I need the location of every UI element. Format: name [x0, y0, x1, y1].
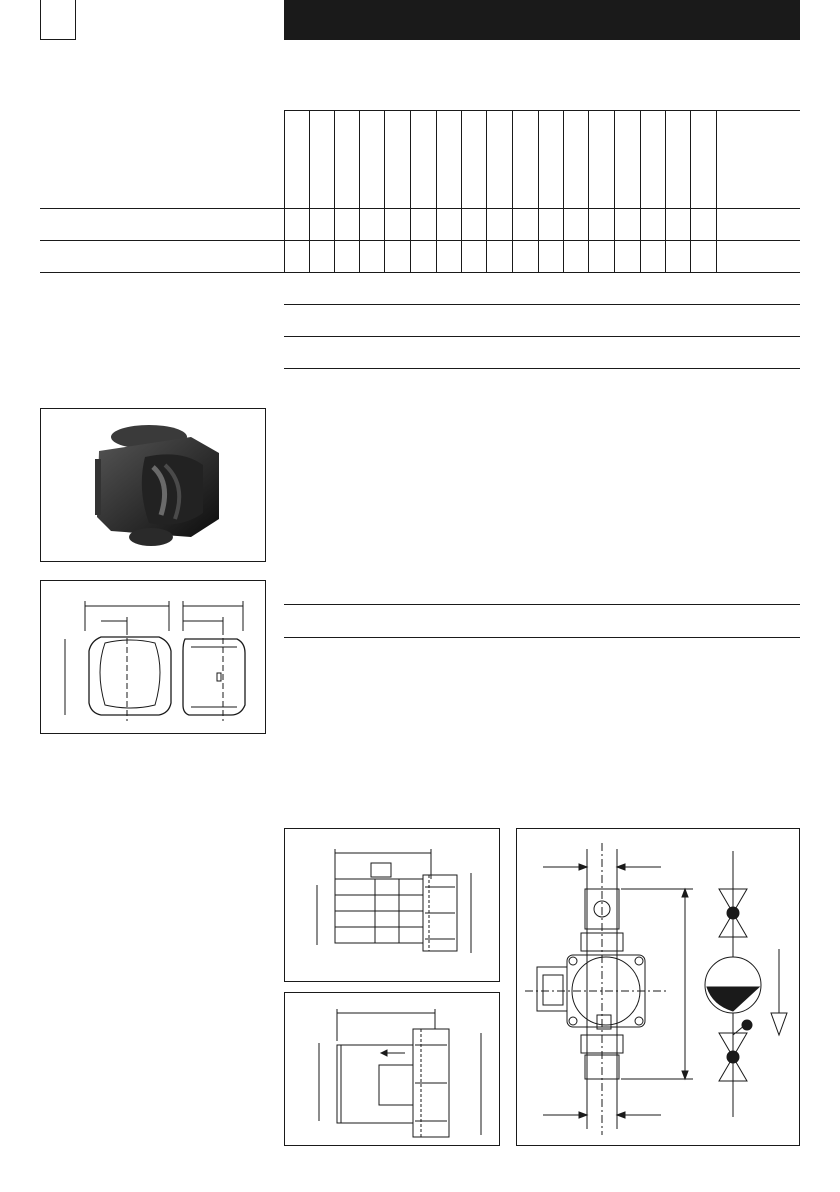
section-rule — [284, 336, 800, 337]
spec-table — [0, 0, 840, 280]
pump-assembly-figure — [516, 828, 800, 1146]
fitting-views-drawing-icon — [41, 581, 265, 733]
pump-assembly-drawing-icon — [517, 829, 799, 1145]
ball-valve-drawing-icon — [285, 993, 499, 1145]
valve-drawing-2-figure — [284, 992, 500, 1146]
fitting-photo-figure — [40, 408, 266, 562]
ball-valve-drawing-icon — [285, 829, 499, 981]
pipe-fitting-3d-icon — [41, 409, 265, 561]
section-rule — [284, 368, 800, 369]
table-row-line — [40, 240, 800, 241]
valve-drawing-1-figure — [284, 828, 500, 982]
fitting-views-figure — [40, 580, 266, 734]
table-row-line — [40, 208, 800, 209]
section-rule — [284, 637, 800, 638]
section-rule — [284, 604, 800, 605]
section-rule — [284, 304, 800, 305]
